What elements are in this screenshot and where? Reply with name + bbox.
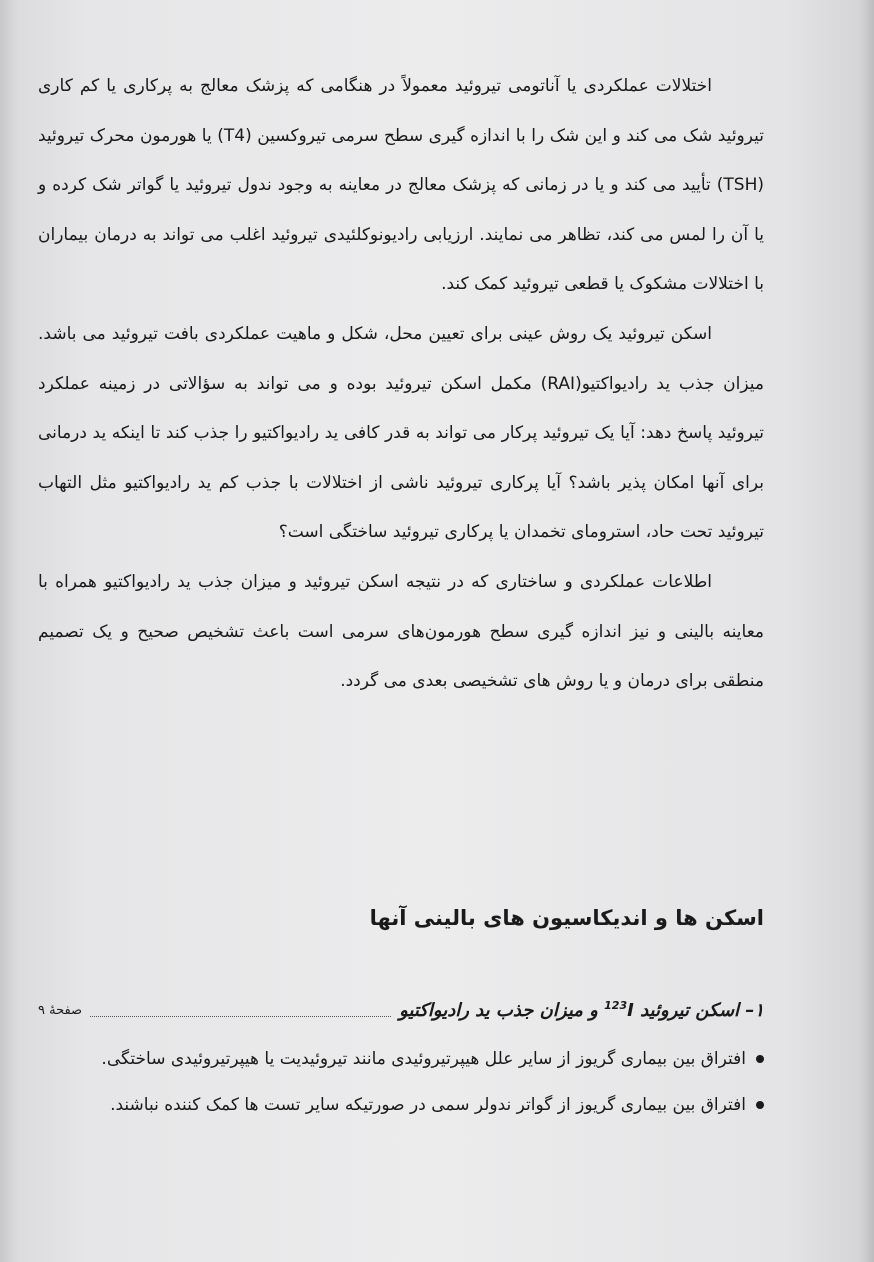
list-item xyxy=(38,1036,764,1082)
page-edge-shadow-left xyxy=(0,0,18,1262)
isotope-symbol: I xyxy=(627,1000,634,1021)
subsection-title-suffix: و میزان جذب ید رادیواکتیو xyxy=(399,1000,598,1021)
list-item xyxy=(38,1082,764,1128)
isotope-mass: 123 xyxy=(604,999,628,1012)
bullet-icon xyxy=(756,1101,764,1109)
indication-list xyxy=(38,1036,764,1128)
paragraph-3: اطلاعات عملکردی و ساختاری که در نتیجه اسکن تیروئید و میزان جذب ید رادیواکتیو همراه با معاینه بالینی و نیز اندازه گیری سطح هورمون‌های سرمی است باعث تشخیص صحیح و یک تصمیم منطقی برای درمان و یا روش های تشخیصی بعدی می گردد. xyxy=(38,571,764,692)
list-item-text: افتراق بین بیماری گریوز از سایر علل هیپرتیروئیدی مانند تیروئیدیت یا هیپرتیروئیدی ساختگی. xyxy=(101,1049,746,1069)
section-heading: اسکن ها و اندیکاسیون های بالینی آنها xyxy=(369,906,764,930)
page-reference: صفحهٔ ۹ xyxy=(38,1002,83,1018)
page-edge-shadow-right xyxy=(860,0,874,1262)
list-item-text: افتراق بین بیماری گریوز از گواتر ندولر سمی در صورتیکه سایر تست ها کمک کننده نباشند. xyxy=(110,1095,746,1115)
paragraph-1: اختلالات عملکردی یا آناتومی تیروئید معمولاً در هنگامی که پزشک معالج به پرکاری یا کم کاری تیروئید شک می کند و این شک را با اندازه گیری سطح سرمی تیروکسین (T4) یا هورمون محرک تیروئید (TSH) تأیید می کند و یا در زمانی که پزشک معالج در معاینه به وجود ندول تیروئید یا گواتر شک کرده و یا آن را لمس می کند، تظاهر می نمایند. ارزیابی رادیونوکلئیدی تیروئید اغلب می تواند به درمان بیماران با اختلالات مشکوک یا قطعی تیروئید کمک کند. xyxy=(38,76,764,295)
subsection-title-prefix: ۱– اسکن تیروئید xyxy=(640,1000,764,1021)
isotope-label xyxy=(604,1000,634,1021)
dotted-leader xyxy=(90,1016,391,1017)
bullet-icon xyxy=(756,1055,764,1063)
paragraph-2: اسکن تیروئید یک روش عینی برای تعیین محل، شکل و ماهیت عملکردی بافت تیروئید می باشد. میزان جذب ید رادیواکتیو(RAI) مکمل اسکن تیروئید بوده و می تواند به سؤالاتی در زمینه عملکرد تیروئید پاسخ دهد: آیا یک تیروئید پرکار می تواند به قدر کافی ید رادیواکتیو را جذب کند تا اینکه ید درمانی برای آنها امکان پذیر باشد؟ آیا پرکاری تیروئید ناشی از اختلالات با جذب کم ید رادیواکتیو مثل التهاب تیروئید تحت حاد، استرومای تخمدان یا پرکاری تیروئید ساختگی است؟ xyxy=(38,323,764,543)
body-text xyxy=(38,62,764,707)
subsection-title xyxy=(399,999,764,1021)
subsection-row xyxy=(38,990,764,1030)
